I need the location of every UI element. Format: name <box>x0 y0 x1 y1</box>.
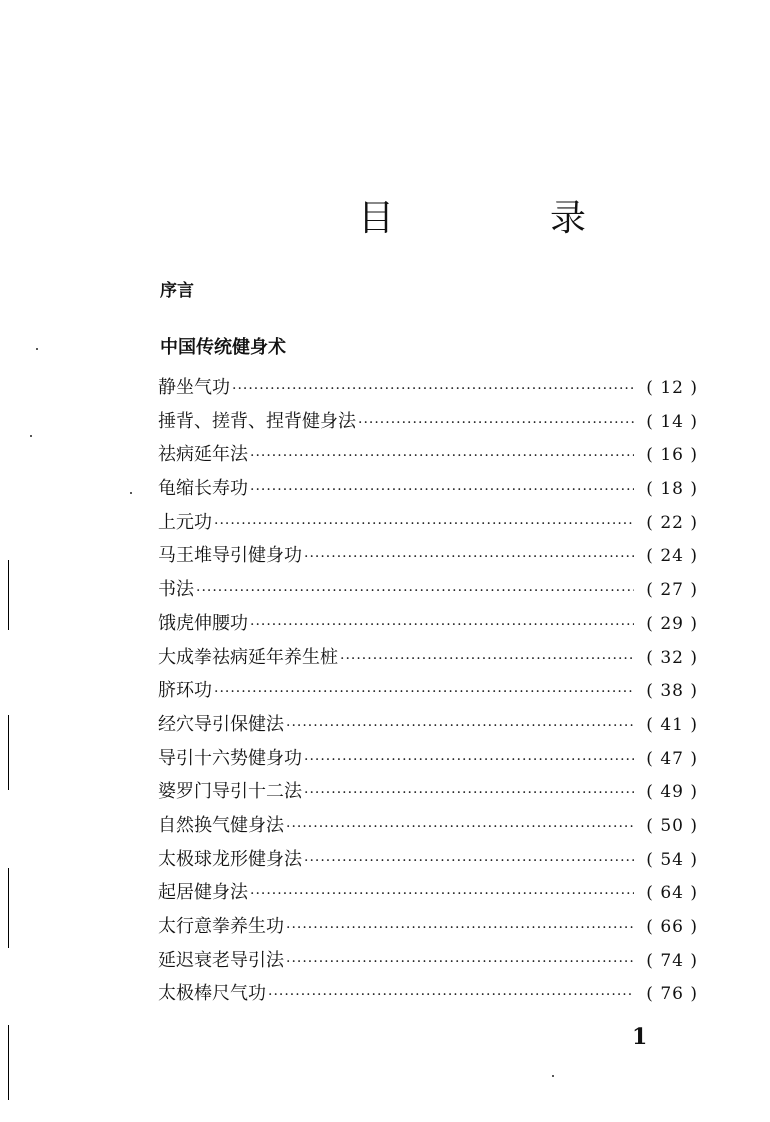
toc-entry <box>158 440 698 474</box>
toc-entry <box>158 575 698 609</box>
dot-leader <box>340 651 634 667</box>
scan-margin-line <box>8 1025 9 1100</box>
toc-entry-page: ( 14 ) <box>646 411 698 432</box>
toc-entry <box>158 373 698 407</box>
scan-speck <box>30 435 32 437</box>
scan-margin-line <box>8 715 9 790</box>
toc-entry <box>158 777 698 811</box>
dot-leader <box>286 819 634 835</box>
toc-entry-page: ( 38 ) <box>646 681 698 702</box>
toc-entry-page: ( 12 ) <box>646 378 698 398</box>
toc-entry-title: 经穴导引保健法 <box>158 713 284 735</box>
toc-entry <box>158 474 698 508</box>
scan-margin-line <box>8 560 9 630</box>
dot-leader <box>286 954 634 970</box>
toc-entry <box>158 979 698 1013</box>
toc-entry-title: 自然换气健身法 <box>158 814 284 836</box>
toc-entry-page: ( 47 ) <box>646 748 698 769</box>
dot-leader <box>250 448 634 464</box>
dot-leader <box>358 415 634 431</box>
toc-entry <box>158 676 698 710</box>
toc-entry-title: 太极球龙形健身法 <box>158 848 302 870</box>
toc-entry-title: 大成拳祛病延年养生桩 <box>158 646 338 668</box>
scan-margin-line <box>8 868 9 948</box>
dot-leader <box>196 583 634 599</box>
scan-speck <box>552 1075 554 1077</box>
toc-entry-title: 太极棒尺气功 <box>158 983 266 1005</box>
toc-entry-title: 脐环功 <box>158 680 212 702</box>
toc-entry-title: 延迟衰老导引法 <box>158 949 284 971</box>
dot-leader <box>286 718 634 734</box>
toc-entry-title: 婆罗门导引十二法 <box>158 781 302 803</box>
toc-entry-title: 书法 <box>158 579 194 601</box>
dot-leader <box>232 381 634 397</box>
page-title: 目 录 <box>358 198 647 239</box>
toc-entry-page: ( 22 ) <box>646 512 698 533</box>
toc-entry-page: ( 24 ) <box>646 546 698 567</box>
toc-entry-title: 祛病延年法 <box>158 444 248 466</box>
toc-entry-page: ( 32 ) <box>646 647 698 668</box>
toc-entry-page: ( 27 ) <box>646 580 698 601</box>
page-number: 1 <box>632 1024 648 1050</box>
toc-entry-page: ( 64 ) <box>646 883 698 904</box>
toc-entry <box>158 508 698 542</box>
toc-entry <box>158 710 698 744</box>
toc-entry <box>158 811 698 845</box>
dot-leader <box>214 684 634 700</box>
toc-entry-page: ( 18 ) <box>646 479 698 500</box>
dot-leader <box>250 617 634 633</box>
toc-entry-page: ( 41 ) <box>646 714 698 735</box>
toc-entry <box>158 643 698 677</box>
preface-heading: 序言 <box>160 281 194 301</box>
dot-leader <box>268 987 634 1003</box>
toc-entry <box>158 609 698 643</box>
toc-entry-title: 静坐气功 <box>158 377 230 398</box>
toc-entry <box>158 541 698 575</box>
dot-leader <box>304 785 634 801</box>
dot-leader <box>286 920 634 936</box>
toc-entry <box>158 845 698 879</box>
toc-entry-page: ( 66 ) <box>646 917 698 937</box>
toc-entry-title: 导引十六势健身功 <box>158 747 302 769</box>
toc-entry-title: 太行意拳养生功 <box>158 916 284 937</box>
scan-speck <box>36 348 38 350</box>
scan-speck <box>130 492 132 494</box>
toc-entry-page: ( 50 ) <box>646 815 698 836</box>
dot-leader <box>304 549 634 565</box>
dot-leader <box>250 482 634 498</box>
dot-leader <box>304 853 634 869</box>
toc-entry <box>158 946 698 980</box>
toc-entry-title: 龟缩长寿功 <box>158 478 248 500</box>
toc-entry-page: ( 49 ) <box>646 782 698 803</box>
toc-entry-title: 起居健身法 <box>158 882 248 904</box>
dot-leader <box>304 752 634 768</box>
table-of-contents <box>158 373 698 1013</box>
dot-leader <box>250 886 634 902</box>
toc-entry <box>158 878 698 912</box>
toc-entry-page: ( 54 ) <box>646 849 698 870</box>
toc-entry-title: 饿虎伸腰功 <box>158 612 248 634</box>
toc-entry-page: ( 16 ) <box>646 445 698 466</box>
toc-entry-page: ( 76 ) <box>646 984 698 1005</box>
toc-entry <box>158 744 698 778</box>
toc-entry-title: 捶背、搓背、捏背健身法 <box>158 410 356 432</box>
toc-entry <box>158 912 698 946</box>
toc-entry-page: ( 74 ) <box>646 950 698 971</box>
toc-entry-title: 上元功 <box>158 511 212 533</box>
toc-entry-title: 马王堆导引健身功 <box>158 545 302 567</box>
section-heading: 中国传统健身术 <box>160 337 286 358</box>
toc-entry <box>158 407 698 441</box>
dot-leader <box>214 516 634 532</box>
toc-entry-page: ( 29 ) <box>646 613 698 634</box>
